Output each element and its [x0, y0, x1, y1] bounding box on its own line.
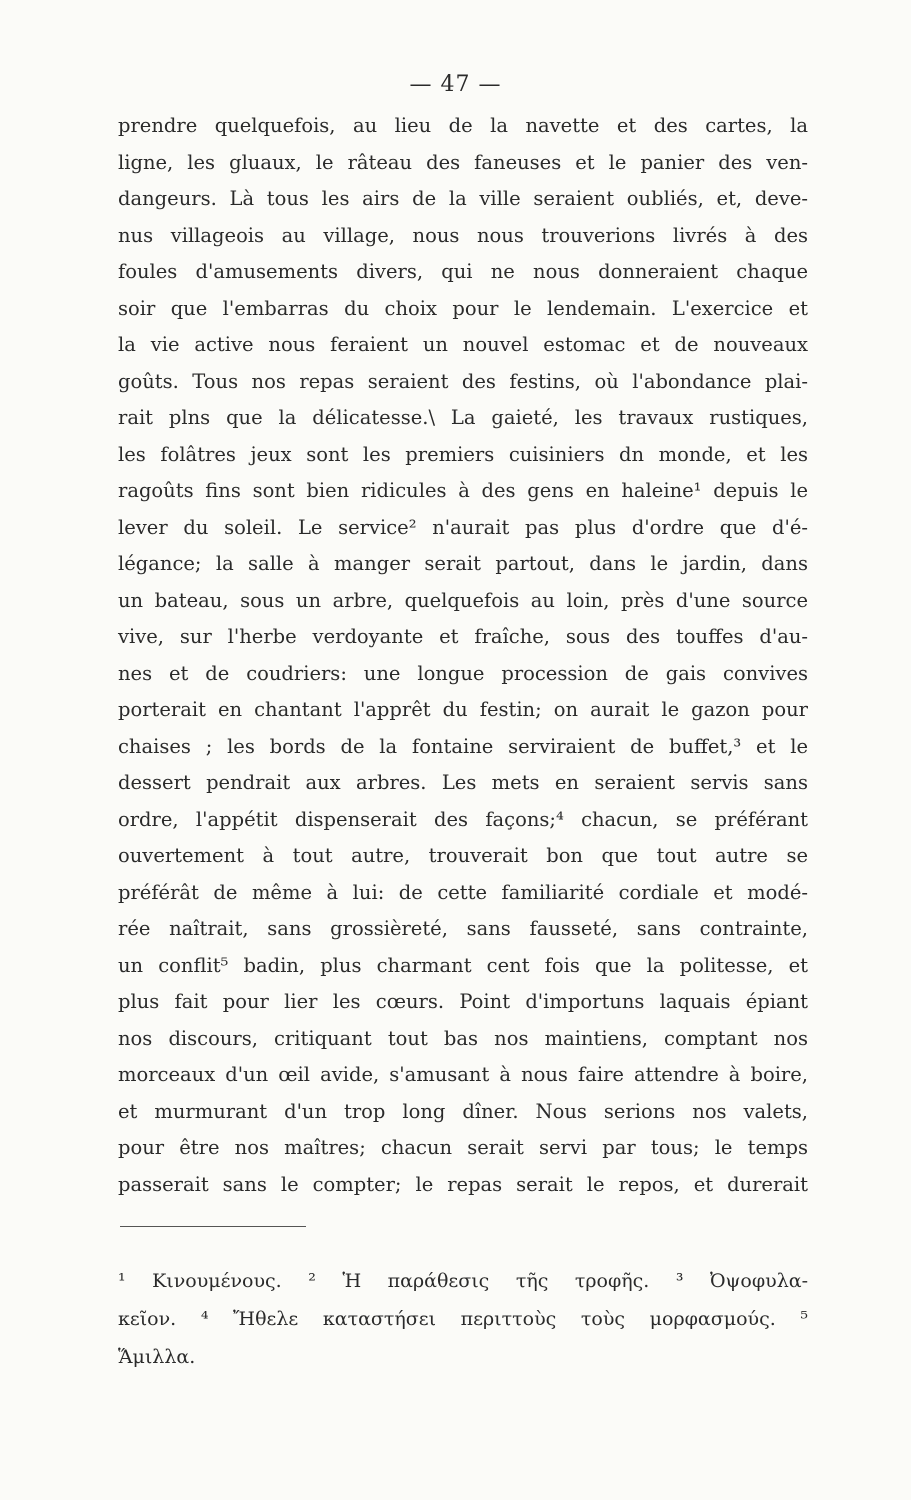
text-line: dessert pendrait aux arbres. Les mets en seraient servis sans [118, 771, 808, 794]
text-line: plus fait pour lier les cœurs. Point d'importuns laquais épiant [118, 990, 808, 1013]
text-line: rait plns que la délicatesse.\ La gaieté, les travaux rustiques, [118, 406, 808, 429]
text-line: passerait sans le compter; le repas serait le repos, et durerait [118, 1172, 808, 1196]
text-line: légance; la salle à manger serait partout, dans le jardin, dans [118, 552, 808, 575]
text-line: morceaux d'un œil avide, s'amusant à nous faire attendre à boire, [118, 1063, 808, 1086]
text-line: les folâtres jeux sont les premiers cuisiniers dn monde, et les [118, 442, 808, 466]
body-text [118, 108, 808, 1203]
footnote-rule [120, 1226, 306, 1227]
text-line: ligne, les gluaux, le râteau des faneuses et le panier des ven- [118, 150, 808, 174]
text-line: nes et de coudriers: une longue procession de gais convives [118, 661, 808, 685]
text-line: un conflit⁵ badin, plus charmant cent fois que la politesse, et [118, 953, 808, 977]
text-line: préférât de même à lui: de cette familiarité cordiale et modé- [118, 880, 808, 904]
footnotes [118, 1262, 808, 1376]
footnote-line: ¹ Κινουμένους. ² Ἡ παράθεσις τῆς τροφῆς. ³ Ὀψοφυλα- [118, 1270, 808, 1292]
text-line: soir que l'embarras du choix pour le lendemain. L'exercice et [118, 296, 808, 320]
text-line: vive, sur l'herbe verdoyante et fraîche, sous des touffes d'au- [118, 625, 808, 648]
footnote-line: κεῖον. ⁴ Ἤθελε καταστήσει περιττοὺς τοὺς μορφασμούς. ⁵ [118, 1308, 808, 1330]
text-line: et murmurant d'un trop long dîner. Nous serions nos valets, [118, 1099, 808, 1123]
text-line: nos discours, critiquant tout bas nos maintiens, comptant nos [118, 1026, 808, 1050]
text-line: ragoûts fins sont bien ridicules à des gens en haleine¹ depuis le [118, 479, 808, 502]
text-line: pour être nos maîtres; chacun serait servi par tous; le temps [118, 1136, 808, 1159]
page-number: — 47 — [409, 72, 502, 97]
text-line: nus villageois au village, nous nous trouverions livrés à des [118, 223, 808, 247]
text-line: dangeurs. Là tous les airs de la ville seraient oubliés, et, deve- [118, 187, 808, 210]
text-line: ordre, l'appétit dispenserait des façons;⁴ chacun, se préférant [118, 807, 808, 831]
text-line: foules d'amusements divers, qui ne nous donneraient chaque [118, 260, 808, 283]
text-line: ouvertement à tout autre, trouverait bon que tout autre se [118, 844, 808, 867]
text-line: lever du soleil. Le service² n'aurait pas plus d'ordre que d'é- [118, 515, 808, 539]
text-line: porterait en chantant l'apprêt du festin; on aurait le gazon pour [118, 698, 808, 721]
text-line: prendre quelquefois, au lieu de la navette et des cartes, la [118, 114, 808, 137]
text-line: rée naîtrait, sans grossièreté, sans fausseté, sans contrainte, [118, 917, 808, 940]
text-line: un bateau, sous un arbre, quelquefois au loin, près d'une source [118, 588, 808, 612]
text-line: goûts. Tous nos repas seraient des festins, où l'abondance plai- [118, 369, 808, 393]
footnote-line: Ἅμιλλα. [118, 1346, 196, 1368]
text-line: chaises ; les bords de la fontaine serviraient de buffet,³ et le [118, 734, 808, 758]
text-line: la vie active nous feraient un nouvel estomac et de nouveaux [118, 333, 808, 356]
